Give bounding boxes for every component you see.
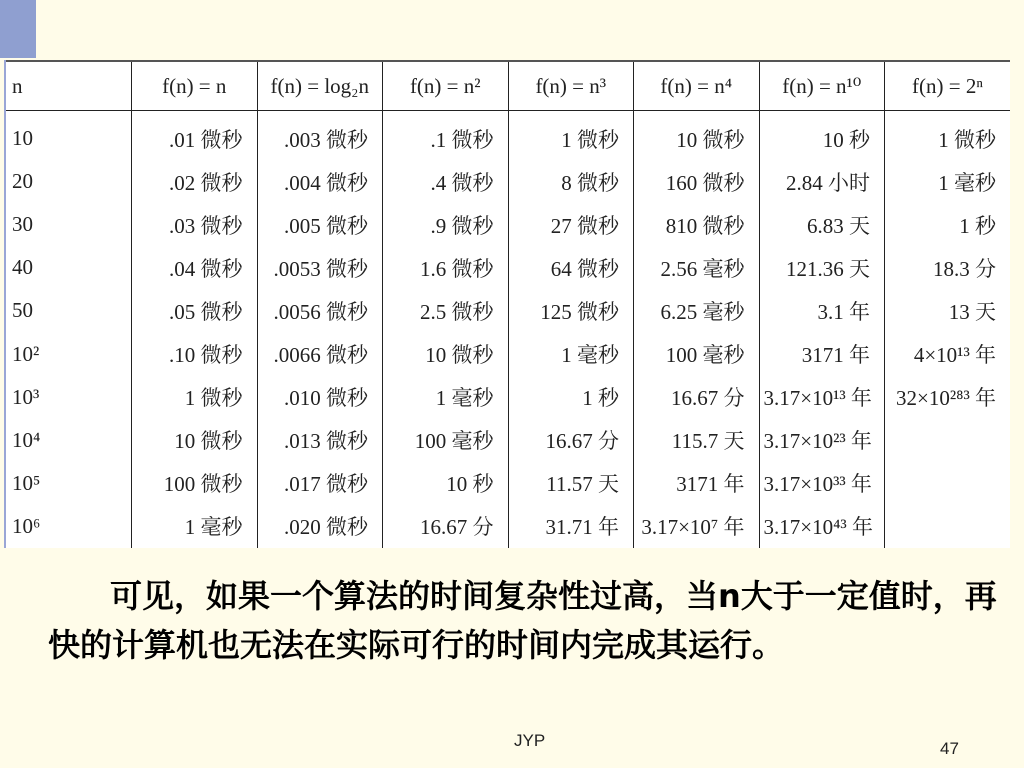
table-cell: .004 微秒 — [257, 160, 383, 203]
table-cell: .010 微秒 — [257, 376, 383, 419]
header-linear: f(n) = n — [132, 61, 258, 111]
table-cell: .9 微秒 — [383, 203, 509, 246]
table-row — [6, 203, 1010, 246]
table-cell: 11.57 天 — [508, 462, 634, 505]
table-cell: 2.84 小时 — [759, 160, 885, 203]
table-cell: 10 微秒 — [132, 419, 258, 462]
table-body — [6, 111, 1010, 549]
body-paragraph: 可见，如果一个算法的时间复杂性过高，当n大于一定值时，再快的计算机也无法在实际可行的时间内完成其运行。 — [48, 577, 997, 664]
table-row — [6, 332, 1010, 375]
table-cell: .0066 微秒 — [257, 332, 383, 375]
header-n10: f(n) = n¹⁰ — [759, 61, 885, 111]
table-cell: 1.6 微秒 — [383, 246, 509, 289]
header-log: f(n) = log₂n — [257, 61, 383, 111]
table-cell: 3.1 年 — [759, 289, 885, 332]
table-cell: .0053 微秒 — [257, 246, 383, 289]
table-cell: .005 微秒 — [257, 203, 383, 246]
table-cell: 3171 年 — [634, 462, 760, 505]
header-n: n — [6, 61, 132, 111]
table-cell: .03 微秒 — [132, 203, 258, 246]
table-cell: 160 微秒 — [634, 160, 760, 203]
table-cell: 115.7 天 — [634, 419, 760, 462]
table-header-row — [6, 61, 1010, 111]
table-cell: 13 天 — [885, 289, 1011, 332]
table-cell — [885, 462, 1011, 505]
table-cell: 1 秒 — [885, 203, 1011, 246]
table-cell: 1 毫秒 — [132, 505, 258, 548]
table-cell: 1 毫秒 — [508, 332, 634, 375]
table-cell: 10 微秒 — [383, 332, 509, 375]
table-row — [6, 111, 1010, 161]
table-cell: .013 微秒 — [257, 419, 383, 462]
table-cell: 1 微秒 — [132, 376, 258, 419]
table-cell: .02 微秒 — [132, 160, 258, 203]
table-cell: 18.3 分 — [885, 246, 1011, 289]
table-cell: .05 微秒 — [132, 289, 258, 332]
table-cell: 10 微秒 — [634, 111, 760, 161]
table-cell: 125 微秒 — [508, 289, 634, 332]
table-row — [6, 419, 1010, 462]
table-cell: 8 微秒 — [508, 160, 634, 203]
table-cell: 16.67 分 — [383, 505, 509, 548]
table-cell: 3171 年 — [759, 332, 885, 375]
table-cell: 16.67 分 — [634, 376, 760, 419]
table-cell: 1 微秒 — [885, 111, 1011, 161]
row-n-cell: 10 — [12, 126, 33, 151]
table-cell: 10 秒 — [759, 111, 885, 161]
table-cell: 1 毫秒 — [383, 376, 509, 419]
table-cell: 100 微秒 — [132, 462, 258, 505]
table-cell: 16.67 分 — [508, 419, 634, 462]
table-cell: 1 毫秒 — [885, 160, 1011, 203]
table-cell: 100 毫秒 — [383, 419, 509, 462]
row-n-cell: 40 — [12, 255, 33, 280]
table-cell: 2.56 毫秒 — [634, 246, 760, 289]
table-cell: .1 微秒 — [383, 111, 509, 161]
table-row — [6, 505, 1010, 548]
table-cell: .01 微秒 — [132, 111, 258, 161]
table-cell — [885, 505, 1011, 548]
row-n-cell: 50 — [12, 298, 33, 323]
table-cell: 810 微秒 — [634, 203, 760, 246]
table-cell: 64 微秒 — [508, 246, 634, 289]
table-row — [6, 246, 1010, 289]
header-exponential: f(n) = 2ⁿ — [885, 61, 1011, 111]
table-cell: 3.17×10¹³ 年 — [759, 376, 885, 419]
table-cell: 3.17×10⁷ 年 — [634, 505, 760, 548]
table-cell: 2.5 微秒 — [383, 289, 509, 332]
table-row — [6, 376, 1010, 419]
row-n-cell: 20 — [12, 169, 33, 194]
table-row — [6, 160, 1010, 203]
accent-block — [0, 0, 36, 58]
table-cell: .003 微秒 — [257, 111, 383, 161]
table-cell: .020 微秒 — [257, 505, 383, 548]
row-n-cell: 10⁶ — [12, 513, 41, 538]
table-cell: .017 微秒 — [257, 462, 383, 505]
table-cell: 6.83 天 — [759, 203, 885, 246]
header-quartic: f(n) = n⁴ — [634, 61, 760, 111]
complexity-table-container — [4, 60, 1010, 548]
row-n-cell: 10⁵ — [12, 470, 41, 495]
table-cell: 6.25 毫秒 — [634, 289, 760, 332]
table-cell: .4 微秒 — [383, 160, 509, 203]
table-cell — [885, 419, 1011, 462]
table-cell: 3.17×10³³ 年 — [759, 462, 885, 505]
table-cell: .10 微秒 — [132, 332, 258, 375]
row-n-cell: 10² — [12, 341, 40, 366]
table-cell: 32×10²⁸³ 年 — [885, 376, 1011, 419]
header-cubic: f(n) = n³ — [508, 61, 634, 111]
table-cell: 31.71 年 — [508, 505, 634, 548]
table-cell: 121.36 天 — [759, 246, 885, 289]
table-cell: 27 微秒 — [508, 203, 634, 246]
table-cell: 3.17×10²³ 年 — [759, 419, 885, 462]
table-cell: .04 微秒 — [132, 246, 258, 289]
table-cell: 100 毫秒 — [634, 332, 760, 375]
table-row — [6, 289, 1010, 332]
table-cell: 4×10¹³ 年 — [885, 332, 1011, 375]
header-quadratic: f(n) = n² — [383, 61, 509, 111]
footer-author: JYP — [514, 731, 546, 750]
table-cell: .0056 微秒 — [257, 289, 383, 332]
table-row — [6, 462, 1010, 505]
row-n-cell: 30 — [12, 212, 33, 237]
row-n-cell: 10³ — [12, 384, 40, 409]
table-cell: 1 秒 — [508, 376, 634, 419]
table-cell: 1 微秒 — [508, 111, 634, 161]
table-cell: 3.17×10⁴³ 年 — [759, 505, 885, 548]
table-cell: 10 秒 — [383, 462, 509, 505]
row-n-cell: 10⁴ — [12, 427, 41, 452]
complexity-table — [6, 60, 1010, 548]
page-number: 47 — [940, 739, 959, 758]
